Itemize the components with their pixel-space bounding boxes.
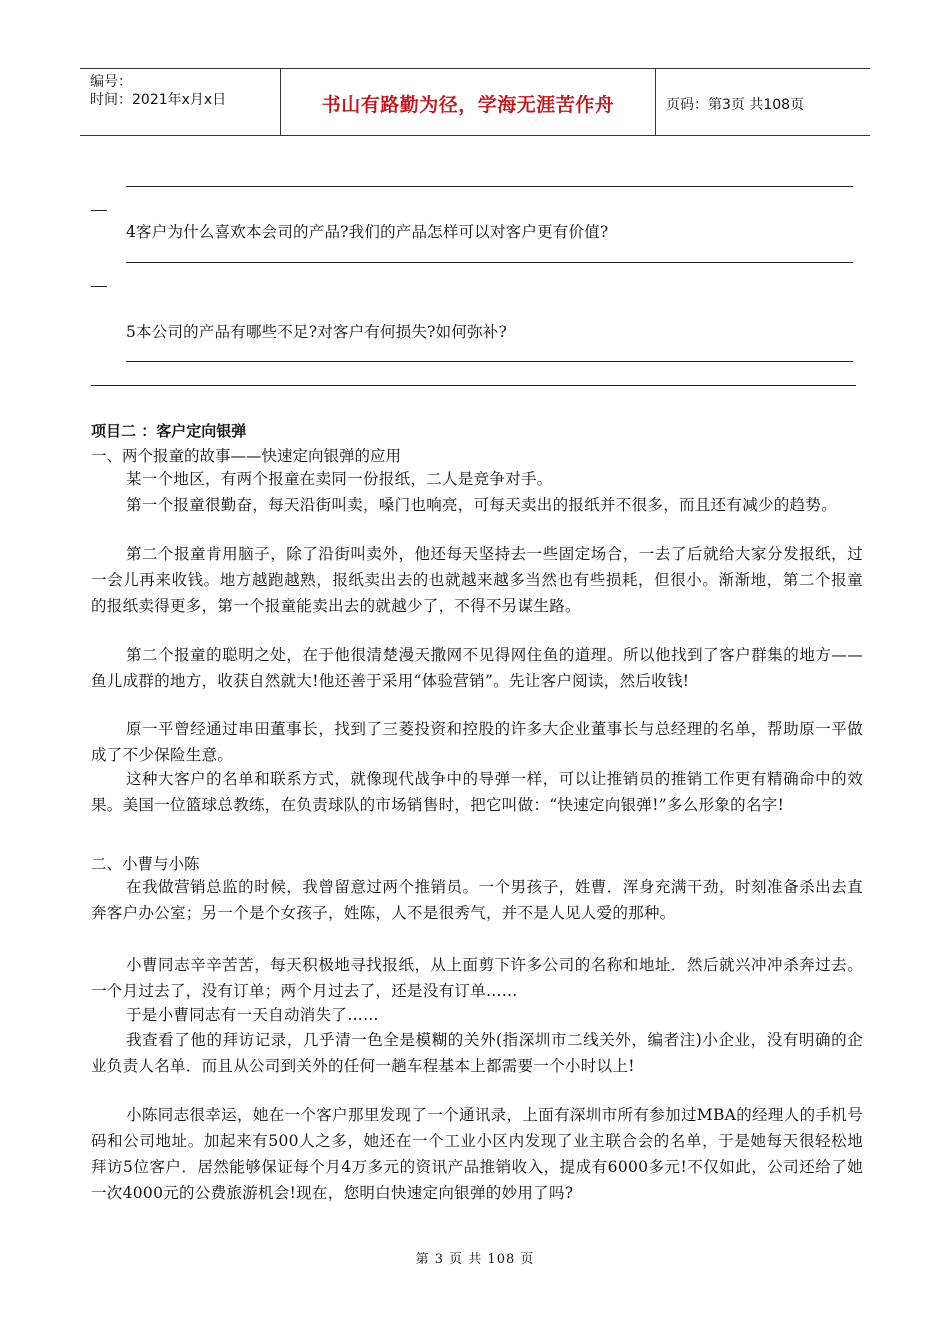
header-bottom-border — [80, 135, 870, 136]
answer-line — [91, 385, 856, 386]
paragraph: 第一个报童很勤奋，每天沿街叫卖，嗓门也响亮，可每天卖出的报纸并不很多，而且还有减少的趋势。 — [126, 496, 838, 514]
header-divider-right — [655, 68, 656, 136]
header-meta — [90, 73, 226, 109]
number-label: 编号： — [90, 74, 132, 90]
header-top-border — [80, 68, 870, 69]
part2-heading: 二、小曹与小陈 — [91, 855, 200, 873]
answer-dash — [91, 286, 107, 287]
paragraph: 小陈同志很幸运，她在一个客户那里发现了一个通讯录，上面有深圳市所有参加过MBA的经理人的手机号码和公司地址。加起来有500人之多，她还在一个工业小区内发现了业主联合会的名单，于是她每天很轻松地拜访5位客户．居然能够保证每个月4万多元的资讯产品推销收入，提成有6000多元!不仅如此，公司还给了她一次4000元的公费旅游机会!现在，您明白快速定向银弹的妙用了吗? — [91, 1106, 863, 1202]
footer-page-number: 第 3 页 共 108 页 — [415, 1252, 535, 1267]
answer-dash — [91, 210, 107, 211]
part1-heading: 一、两个报童的故事——快速定向银弹的应用 — [91, 447, 402, 465]
section-title: 项目二 ：客户定向银弹 — [91, 422, 247, 440]
paragraph: 在我做营销总监的时候，我曾留意过两个推销员。一个男孩子，姓曹．浑身充满干劲，时刻准备杀出去直奔客户办公室；另一个是个女孩子，姓陈，人不是很秀气，并不是人见人爱的那种。 — [91, 878, 863, 922]
date-label: 时间：2021年x月x日 — [90, 92, 227, 108]
paragraph: 小曹同志辛辛苦苦，每天积极地寻找报纸，从上面剪下许多公司的名称和地址．然后就兴冲冲杀奔过去。一个月过去了，没有订单；两个月过去了，还是没有订单…… — [91, 956, 863, 1000]
paragraph: 原一平曾经通过串田董事长，找到了三菱投资和控股的许多大企业董事长与总经理的名单，帮助原一平做成了不少保险生意。 — [91, 720, 863, 764]
paragraph: 于是小曹同志有一天自动消失了…… — [126, 1006, 379, 1024]
paragraph: 我查看了他的拜访记录，几乎清一色全是模糊的关外(指深圳市二线关外，编者注)小企业，没有明确的企业负责人名单．而且从公司到关外的任何一趟车程基本上都需要一个小时以上! — [91, 1031, 863, 1075]
answer-line — [126, 262, 853, 263]
paragraph: 第二个报童的聪明之处，在于他很清楚漫天撒网不见得网住鱼的道理。所以他找到了客户群集的地方——鱼儿成群的地方，收获自然就大!他还善于采用“体验营销”。先让客户阅读，然后收钱! — [91, 646, 863, 690]
question-4: 4客户为什么喜欢本会司的产品?我们的产品怎样可以对客户更有价值? — [126, 223, 609, 241]
answer-line — [126, 361, 853, 362]
header-motto: 书山有路勤为径，学海无涯苦作舟 — [321, 94, 615, 116]
header-page-info: 页码：第3页 共108页 — [666, 97, 805, 113]
paragraph: 某一个地区，有两个报童在卖同一份报纸，二人是竞争对手。 — [126, 470, 553, 488]
paragraph: 第二个报童肯用脑子，除了沿街叫卖外，他还每天坚持去一些固定场合，一去了后就给大家分发报纸，过一会儿再来收钱。地方越跑越熟，报纸卖出去的也就越来越多当然也有些损耗，但很小。渐渐地，第二个报童的报纸卖得更多，第一个报童能卖出去的就越少了，不得不另谋生路。 — [91, 545, 863, 615]
paragraph: 这种大客户的名单和联系方式，就像现代战争中的导弹一样，可以让推销员的推销工作更有精确命中的效果。美国一位篮球总教练，在负责球队的市场销售时，把它叫做：“快速定向银弹!”多么形象的名字! — [91, 770, 863, 814]
question-5: 5本公司的产品有哪些不足?对客户有何损失?如何弥补? — [126, 323, 507, 341]
answer-line — [126, 186, 853, 187]
